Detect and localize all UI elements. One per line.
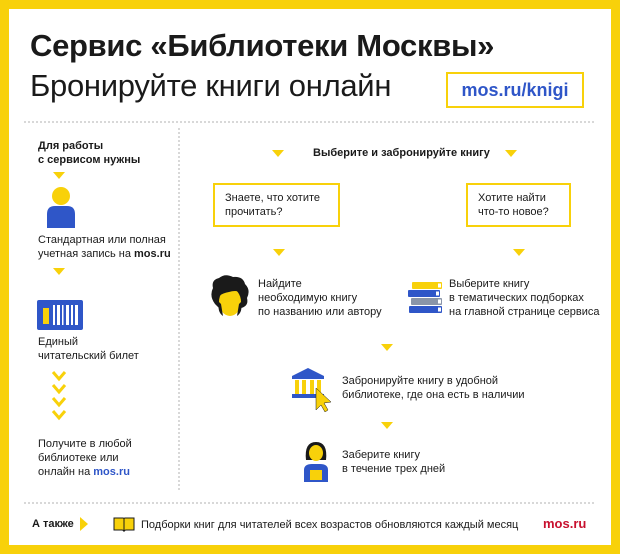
header-divider (24, 121, 594, 123)
book-stack-icon (408, 282, 444, 314)
requirement-library-card (38, 335, 139, 363)
page-title: Сервис «Библиотеки Москвы» (30, 28, 495, 63)
requirement-account (38, 233, 171, 261)
requirements-heading-line1: Для работы (38, 140, 104, 152)
library-building-icon (290, 366, 336, 412)
reserve-line1: Забронируйте книгу в удобной (342, 375, 499, 387)
librarian-icon (302, 438, 330, 482)
question-box-known (213, 183, 340, 227)
mos-ru-link[interactable]: mos.ru (134, 248, 171, 260)
footer-note: Подборки книг для читателей всех возрастов обновляются каждый месяц (141, 519, 519, 531)
get-card-instructions (38, 437, 132, 479)
arrow-down-icon (53, 172, 65, 179)
get-card-line2: библиотеке или (38, 452, 119, 464)
arrow-down-icon (53, 268, 65, 275)
requirement-card-line2: читательский билет (38, 350, 139, 362)
arrow-down-icon (513, 249, 525, 256)
get-card-line3: онлайн на (38, 466, 94, 478)
requirement-card-line1: Единый (38, 336, 79, 348)
service-url[interactable]: mos.ru/knigi (461, 79, 569, 100)
requirement-account-line1: Стандартная или полная (38, 234, 166, 246)
arrow-down-icon (381, 344, 393, 351)
column-divider (178, 128, 180, 490)
arrow-down-icon (273, 249, 285, 256)
question-new-line1: Хотите найти (478, 192, 546, 204)
question-known-line1: Знаете, что хотите (225, 192, 321, 204)
library-card-icon (37, 300, 83, 330)
find-line1: Найдите (258, 278, 302, 290)
requirements-heading-line2: с сервисом нужны (38, 154, 141, 166)
footer-divider (24, 502, 594, 504)
question-new-line2: что-то новое? (478, 206, 549, 218)
mos-ru-link[interactable]: mos.ru (93, 466, 130, 478)
pushkin-portrait-icon (207, 274, 251, 322)
choose-line2: в тематических подборках (449, 292, 584, 304)
question-known-line2: прочитать? (225, 206, 283, 218)
requirements-heading (38, 139, 140, 167)
user-icon (44, 186, 78, 228)
arrow-down-icon (272, 150, 284, 157)
choose-line1: Выберите книгу (449, 278, 530, 290)
footer-brand-logo[interactable]: mos.ru (543, 516, 587, 531)
footer-also-label: А также (32, 518, 74, 530)
reserve-line2: библиотеке, где она есть в наличии (342, 389, 525, 401)
chevron-right-icon (80, 517, 88, 531)
step-choose-book (449, 277, 599, 319)
page-subtitle: Бронируйте книги онлайн (30, 68, 392, 103)
question-box-new (466, 183, 571, 227)
pickup-line2: в течение трех дней (342, 463, 446, 475)
requirement-account-line2: учетная запись на (38, 248, 135, 260)
service-url-box[interactable] (446, 72, 584, 108)
step-find-book (258, 277, 382, 319)
arrow-down-icon (381, 422, 393, 429)
book-icon (113, 516, 135, 532)
pickup-line1: Заберите книгу (342, 449, 420, 461)
find-line2: необходимую книгу (258, 292, 358, 304)
flow-heading: Выберите и забронируйте книгу (313, 147, 490, 159)
find-line3: по названию или автору (258, 306, 382, 318)
get-card-line1: Получите в любой (38, 438, 132, 450)
step-reserve-book (342, 374, 524, 402)
step-pickup-book (342, 448, 445, 476)
choose-line3: на главной странице сервиса (449, 306, 600, 318)
chevrons-down-icon (51, 370, 67, 422)
arrow-down-icon (505, 150, 517, 157)
